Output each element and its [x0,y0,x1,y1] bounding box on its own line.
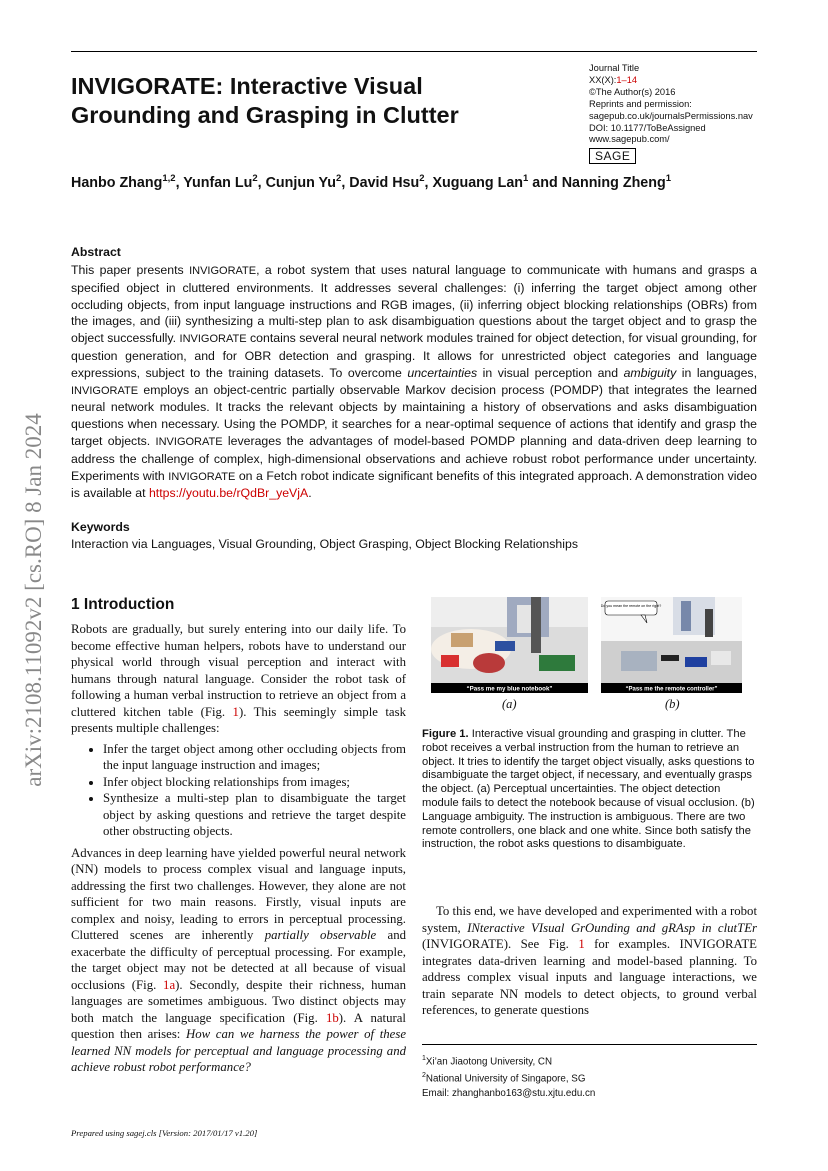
author-name: Hanbo Zhang [71,174,163,191]
keywords-heading: Keywords [71,520,130,534]
fig-ref[interactable]: 1 [232,704,239,719]
author-affiliation-mark: 1 [665,173,672,184]
intro-column-left [71,621,406,1076]
journal-title: Journal Title [589,63,640,73]
figure-1a-label: (a) [502,697,517,711]
author-name: David Hsu [349,174,420,191]
journal-pages[interactable]: 1–14 [616,74,638,85]
journal-website: www.sagepub.com/ [589,134,670,145]
robot-question-bubble: Do you mean the remote on the right? [601,604,662,608]
figure-1b-image [601,597,742,693]
intro-paragraph-1: Robots are gradually, but surely entering into our daily life. To become effective human helpers, robots have to understand our physical world through visual perception and interact with humans through natural language. Consider the robot task of following a human verbal instruction to retrieve an object from a cluttered kitchen table (Fig. 1). This seemingly simple task presents multiple challenges: [71,622,406,735]
list-item: • Infer object blocking relationships from images; [103,774,406,791]
intro-paragraph-2: Advances in deep learning have yielded powerful neural network (NN) models to process complex visual and language inputs, addressing the first two challenges. However, they alone are not sufficient for two main reasons. Firstly, visual inputs are complex and noisy, leading to errors in perceptual processing. Cluttered scenes are inherently partially observable and exacerbate the difficulty of perceptual processing. For example, the target object may not be detected at all because of visual occlusions (Fig. 1a). Secondly, despite their richness, human languages are sometimes ambiguous. Two distinct objects may both match the language specification (Fig. 1b). A natural question then arises: How can we harness the power of these learned NN models for perceptual and language processing and achieve robust robot performance? [71,845,407,1074]
intro-column-right: To this end, we have developed and experimented with a robot system, INteractive VIsual GrOunding and gRAsp in clutTEr (INVIGORATE). See Fig. 1 for examples. INVIGORATE integrates data-driven learning and model-based planning. To address complex visual inputs and language interactions, we train separate NN models to detect objects, to ground verbal references, to generate questions [422,904,757,1017]
footer-prepared-using: Prepared using sagej.cls [Version: 2017/01/17 v1.20] [71,1128,258,1138]
footnotes [422,1052,757,1101]
author-affiliation-mark: 2 [252,173,258,184]
journal-info [589,63,789,164]
challenge-list [71,741,406,840]
journal-volume: XX(X):1–14 [589,74,638,85]
keywords-body: Interaction via Languages, Visual Grounding, Object Grasping, Object Blocking Relationships [71,537,578,551]
fig-ref[interactable]: 1 [578,937,585,951]
figure-1b-instruction: “Pass me the remote controller” [625,686,718,693]
author-name: Cunjun Yu [265,174,337,191]
affiliation-1: $^1$Xi’an Jiaotong University, CN [422,1055,553,1068]
fig-ref[interactable]: 1a [163,977,176,992]
author-affiliation-mark: 2 [419,173,425,184]
abstract-body: This paper presents INVIGORATE, a robot system that uses natural language to communicate with humans and grasps a specified object in cluttered environments. It addresses several challenges: (i) inferring the target object among other occluding objects, from input language instructions and RGB images, (ii) inferring object blocking relationships (OBRs) from the images, and (iii) synthesizing a multi-step plan to ask disambiguation questions about the target object and to grasp the object successfully. INVIGORATE contains several neural network modules trained for object detection, for visual grounding, for question generation, and for OBR detection and grasping. It allows for unrestricted object categories and language expressions, subject to the training datasets. To overcome uncertainties in visual perception and ambiguity in languages, INVIGORATE employs an object-centric partially observable Markov decision process (POMDP) that integrates the learned neural network modules. It tracks the relevant objects by maintaining a history of observations and asks disambiguation questions when necessary. Using the POMDP, it searches for a near-optimal sequence of actions that identify and grasp the target objects. INVIGORATE leverages the advantages of model-based POMDP planning and data-driven deep learning to address the challenge of complex, high-dimensional observations and achieve robust robot performance under uncertainty. Experiments with INVIGORATE on a Fetch robot indicate significant benefits of this integrated approach. A demonstration video is available at https://youtu.be/rQdBr_yeVjA. [71,263,757,501]
journal-copyright: ©The Author(s) 2016 [589,86,676,97]
author-list: Hanbo Zhang$^{1,2}$, Yunfan Lu$^2$, Cunjun Yu$^2$, David Hsu$^2$, Xuguang Lan$^1$ and Nanning Zheng$^1$ [71,173,672,191]
sage-logo: SAGE [589,148,636,164]
arxiv-stamp: arXiv:2108.11092v2 [cs.RO] 8 Jan 2024 [21,413,46,787]
paper-title [71,72,501,130]
section-heading-introduction: 1 Introduction [71,596,175,613]
title-line-2: Grounding and Grasping in Clutter [71,102,459,128]
demo-video-link[interactable]: https://youtu.be/rQdBr_yeVjA [148,486,309,501]
figure-1a-image [431,597,588,693]
top-rule [71,51,757,52]
footnote-rule [422,1044,757,1045]
journal-reprints: Reprints and permission: [589,98,692,109]
journal-doi: DOI: 10.1177/ToBeAssigned [589,122,706,133]
author-affiliation-mark: 2 [336,173,342,184]
author-name: Yunfan Lu [183,174,253,191]
figure-1-caption: Figure 1. Interactive visual grounding and grasping in clutter. The robot receives a verbal instruction from the human to retrieve an object. It tries to identify the target object visually, asks questions to disambiguate the target object, if necessary, and eventually grasps the object. (a) Perceptual uncertainties. The object detection module fails to detect the notebook because of visual occlusion. (b) Language ambiguity. The instruction is ambiguous. There are two remote controllers, one black and one white. Since both satisfy the instruction, the robot asks questions to disambiguate. [422,728,755,851]
list-item: • Infer the target object among other occluding objects from the input language instruction and images; [103,741,406,774]
journal-permissions-url: sagepub.co.uk/journalsPermissions.nav [589,110,753,121]
title-line-1: INVIGORATE: Interactive Visual [71,73,423,99]
author-affiliation-mark: 1,2 [162,173,176,184]
author-name: Xuguang Lan [432,174,524,191]
author-affiliation-mark: 1 [523,173,529,184]
author-name: Nanning Zheng [561,174,666,191]
abstract-heading: Abstract [71,245,121,259]
figure-1b-label: (b) [665,697,680,711]
figure-1a-instruction: “Pass me my blue notebook” [466,685,553,693]
fig-ref[interactable]: 1b [325,1010,339,1025]
list-item: • Synthesize a multi-step plan to disambiguate the target object by asking questions and retrieve the target despite other obstructing objects. [103,790,406,840]
corresponding-email: Email: zhanghanbo163@stu.xjtu.edu.cn [422,1087,596,1099]
affiliation-2: $^2$National University of Singapore, SG [422,1072,586,1085]
